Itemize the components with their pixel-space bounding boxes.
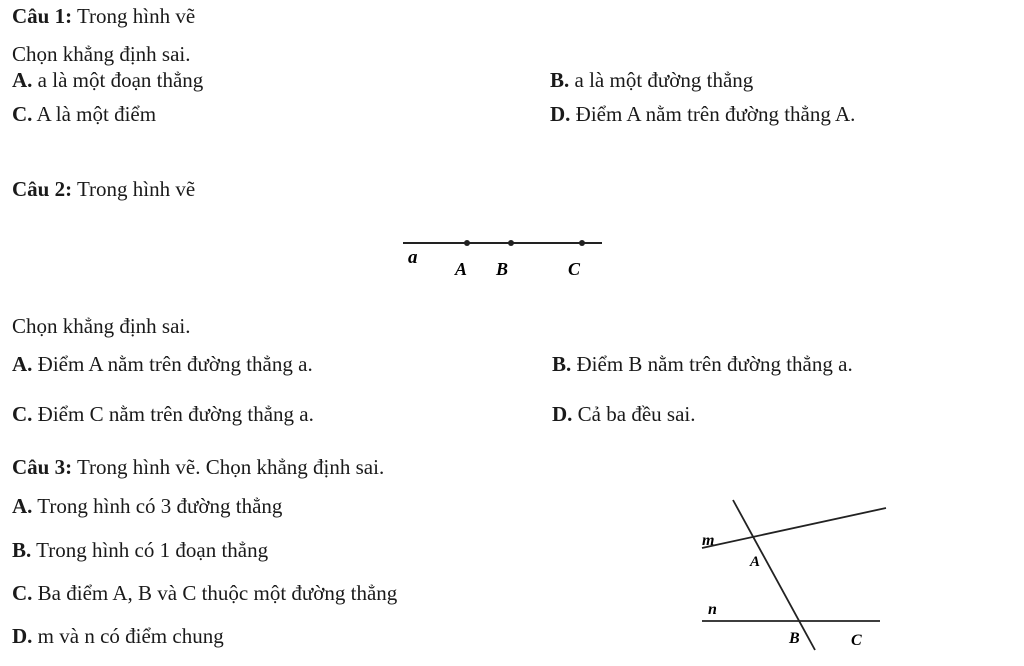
option-text: A là một điểm bbox=[36, 102, 157, 126]
q3-label: Câu 3: bbox=[12, 455, 73, 479]
point-c-label: C bbox=[851, 632, 862, 649]
option-letter: C. bbox=[12, 402, 33, 426]
option-text: Cả ba đều sai. bbox=[577, 402, 696, 426]
line-a-label: a bbox=[408, 247, 418, 268]
option-text: a là một đoạn thẳng bbox=[37, 68, 204, 92]
option-text: Điểm A nằm trên đường thẳng a. bbox=[37, 352, 313, 376]
q1-text: Trong hình vẽ bbox=[76, 4, 196, 28]
point-b-label: B bbox=[496, 259, 509, 279]
q2-prompt: Chọn khẳng định sai. bbox=[12, 314, 191, 338]
line-m bbox=[702, 508, 886, 548]
line-n-label: n bbox=[708, 601, 717, 618]
option-text: Điểm A nằm trên đường thẳng A. bbox=[575, 102, 856, 126]
transversal-line bbox=[733, 500, 815, 650]
option-letter: A. bbox=[12, 494, 33, 518]
option-text: Trong hình có 1 đoạn thẳng bbox=[36, 538, 269, 562]
option-letter: D. bbox=[550, 102, 571, 126]
option-letter: B. bbox=[550, 68, 570, 92]
option-letter: C. bbox=[12, 102, 33, 126]
option-letter: B. bbox=[552, 352, 572, 376]
point-b-label: B bbox=[789, 630, 800, 647]
option-letter: B. bbox=[12, 538, 32, 562]
option-text: Ba điểm A, B và C thuộc một đường thẳng bbox=[37, 581, 398, 605]
q3-text: Trong hình vẽ. Chọn khẳng định sai. bbox=[76, 455, 385, 479]
point-a-label: A bbox=[750, 554, 761, 570]
option-letter: D. bbox=[552, 402, 573, 426]
line-m-label: m bbox=[702, 532, 715, 549]
point-c-label: C bbox=[568, 259, 581, 279]
q2-label: Câu 2: bbox=[12, 177, 73, 201]
option-letter: C. bbox=[12, 581, 33, 605]
option-text: Điểm C nằm trên đường thẳng a. bbox=[37, 402, 314, 426]
point-a-label: A bbox=[455, 259, 468, 279]
option-text: a là một đường thẳng bbox=[574, 68, 754, 92]
option-letter: D. bbox=[12, 624, 33, 648]
option-text: m và n có điểm chung bbox=[37, 624, 224, 648]
option-letter: A. bbox=[12, 352, 33, 376]
option-letter: A. bbox=[12, 68, 33, 92]
option-text: Trong hình có 3 đường thẳng bbox=[37, 494, 283, 518]
option-text: Điểm B nằm trên đường thẳng a. bbox=[576, 352, 853, 376]
q2-text: Trong hình vẽ bbox=[76, 177, 196, 201]
q1-label: Câu 1: bbox=[12, 4, 73, 28]
q1-prompt: Chọn khẳng định sai. bbox=[12, 42, 191, 66]
